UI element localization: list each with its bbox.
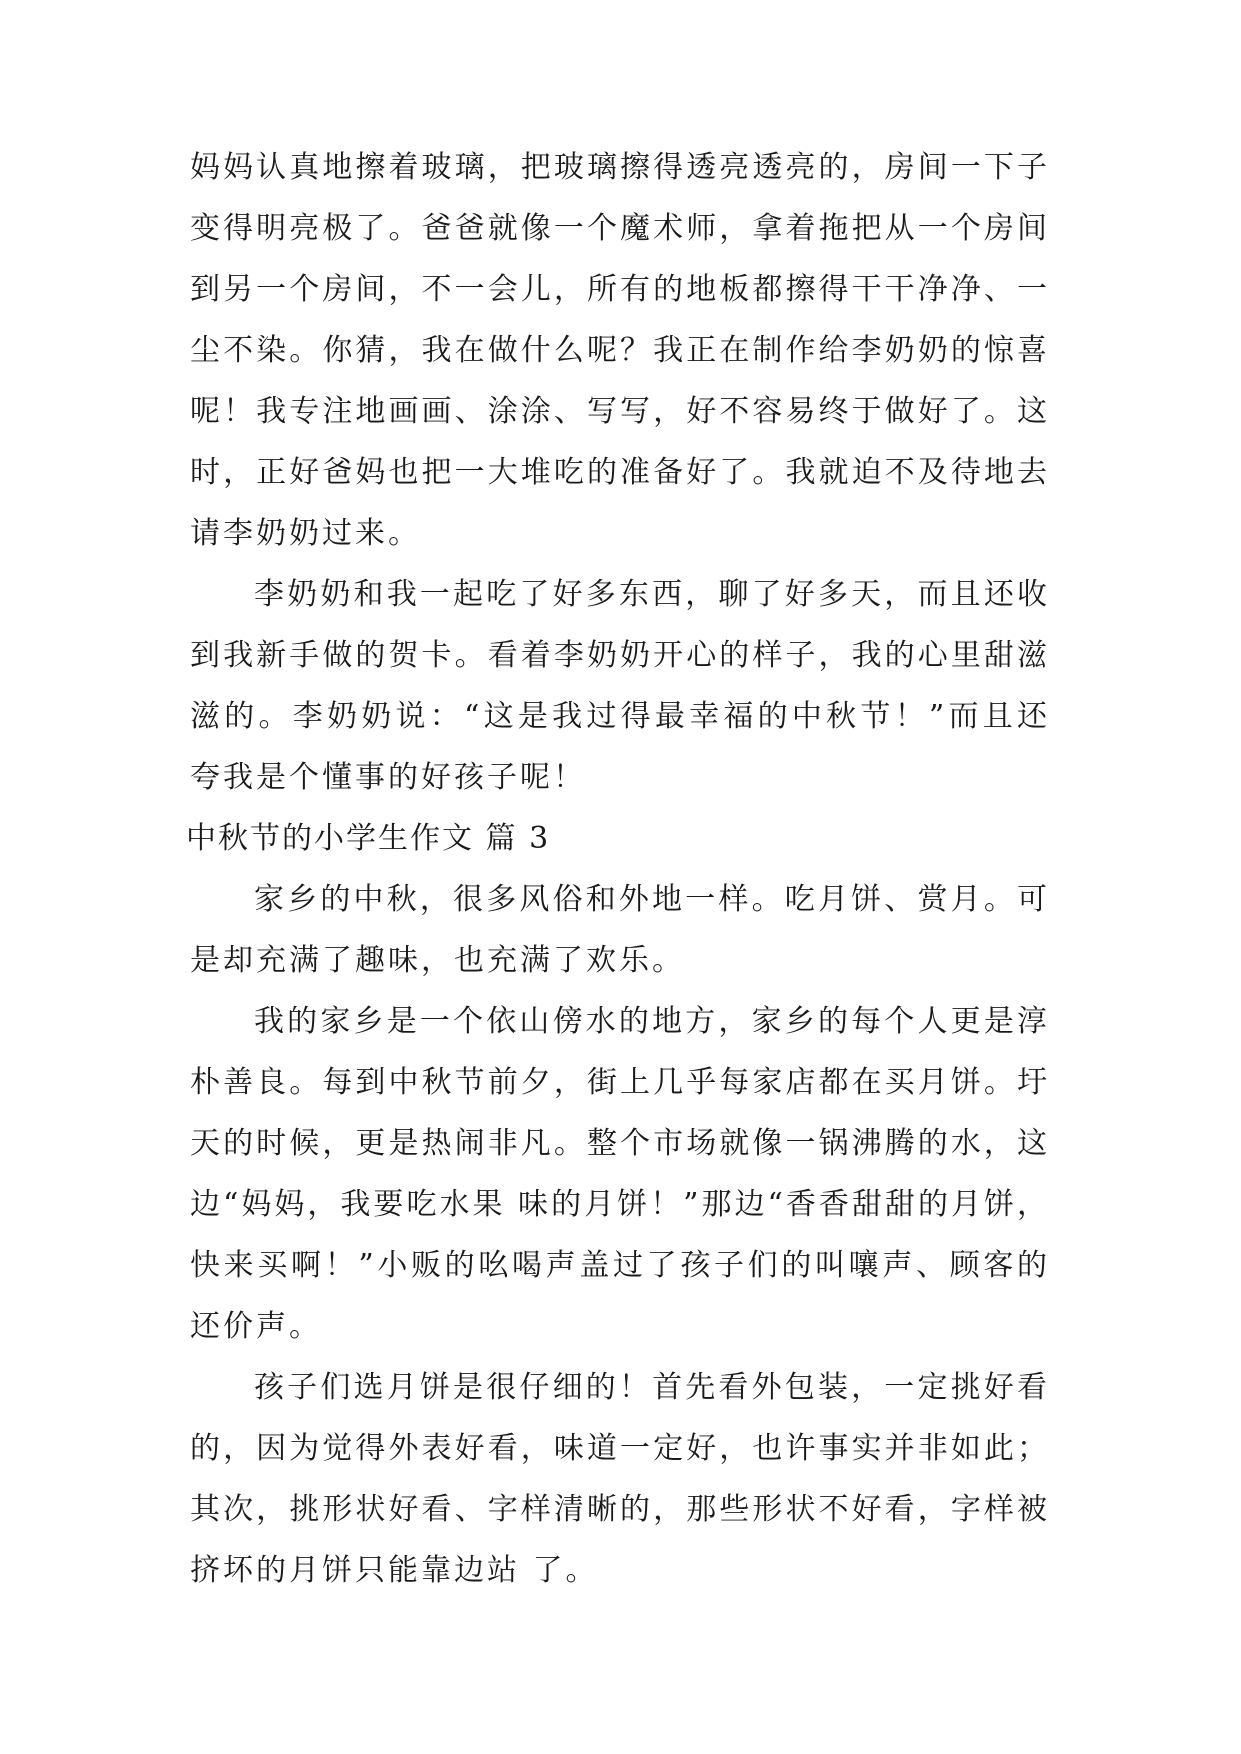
paragraph-2: 李奶奶和我一起吃了好多东西，聊了好多天，而且还收到我新手做的贺卡。看着李奶奶开心的样子，我的心里甜滋滋的。李奶奶说：“这是我过得最幸福的中秋节！”而且还夸我是个懂事的好孩子呢！ — [190, 577, 1050, 795]
paragraph-5: 孩子们选月饼是很仔细的！首先看外包装，一定挑好看的，因为觉得外表好看，味道一定好，也许事实并非如此；其次，挑形状好看、字样清晰的，那些形状不好看，字样被挤坏的月饼只能靠边站 了。 — [190, 1370, 1050, 1588]
section-heading: 中秋节的小学生作文 篇 3 — [186, 821, 551, 856]
document-body — [186, 137, 1050, 1601]
paragraph-4: 我的家乡是一个依山傍水的地方，家乡的每个人更是淳朴善良。每到中秋节前夕，街上几乎每家店都在买月饼。圩天的时候，更是热闹非凡。整个市场就像一锅沸腾的水，这边“妈妈，我要吃水果 味的月饼！”那边“香香甜甜的月饼，快来买啊！”小贩的吆喝声盖过了孩子们的叫嚷声、顾客的还价声。 — [190, 1004, 1050, 1344]
paragraph-1: 妈妈认真地擦着玻璃，把玻璃擦得透亮透亮的，房间一下子变得明亮极了。爸爸就像一个魔术师，拿着拖把从一个房间到另一个房间，不一会儿，所有的地板都擦得干干净净、一尘不染。你猜，我在做什么呢？我正在制作给李奶奶的惊喜呢！我专注地画画、涂涂、写写，好不容易终于做好了。这时，正好爸妈也把一大堆吃的准备好了。我就迫不及待地去请李奶奶过来。 — [190, 150, 1050, 551]
paragraph-3: 家乡的中秋，很多风俗和外地一样。吃月饼、赏月。可是却充满了趣味，也充满了欢乐。 — [190, 882, 1050, 978]
